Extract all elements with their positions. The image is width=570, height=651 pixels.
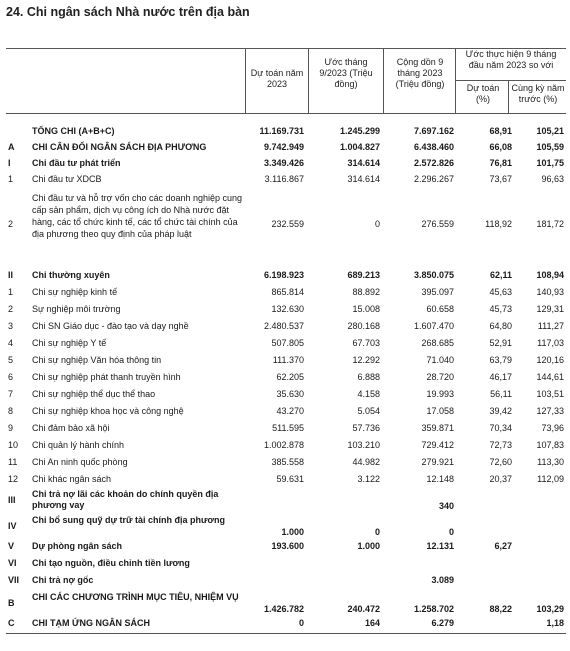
- table-body: [6, 126, 566, 634]
- table-row: [6, 558, 566, 575]
- cell-uoc-thang: 1.000: [357, 541, 380, 551]
- cell-cong-don: 28.720: [426, 372, 454, 382]
- cell-du-toan: 511.595: [272, 423, 304, 433]
- cell-uoc-thang: 88.892: [352, 287, 380, 297]
- table-row: [6, 515, 566, 541]
- header-cong-don: Cộng dồn 9 tháng 2023 (Triệu đồng): [395, 57, 445, 89]
- row-name: Chi trả nợ lãi các khoản do chính quyền địa phương vay: [32, 489, 219, 510]
- cell-du-toan: 1.000: [281, 527, 304, 537]
- cell-du-toan: 59.631: [276, 474, 304, 484]
- cell-uoc-thang: 0: [374, 219, 380, 229]
- cell-pct-cung-ky: 101,75: [536, 158, 564, 168]
- cell-cong-don: 279.921: [421, 457, 454, 467]
- cell-du-toan: 193.600: [271, 541, 304, 551]
- cell-cong-don: 71.040: [426, 355, 454, 365]
- cell-uoc-thang: 280.168: [347, 321, 380, 331]
- cell-uoc-thang: 314.614: [347, 174, 380, 184]
- table-row: [6, 440, 566, 457]
- cell-cong-don: 276.559: [421, 219, 454, 229]
- cell-cong-don: 2.572.826: [413, 158, 454, 168]
- row-name: Chi SN Giáo dục - đào tạo và dạy nghề: [32, 321, 189, 331]
- row-name: Chi khác ngân sách: [32, 474, 112, 484]
- cell-pct-du-toan: 66,08: [489, 142, 512, 152]
- cell-cong-don: 19.993: [426, 389, 454, 399]
- cell-pct-cung-ky: 73,96: [541, 423, 564, 433]
- cell-du-toan: 62.205: [276, 372, 304, 382]
- row-name: Chi đầu tư và hỗ trợ vốn cho các doanh nghiệp cung cấp sản phẩm, dịch vụ công ích do Nhà nước đặt hàng, các tổ chức kinh tế, các tổ chức tài chính của địa phương theo quy định của pháp luật: [32, 193, 243, 239]
- cell-pct-du-toan: 52,91: [489, 338, 512, 348]
- cell-uoc-thang: 15.008: [352, 304, 380, 314]
- cell-pct-du-toan: 20,37: [489, 474, 512, 484]
- cell-pct-du-toan: 73,67: [489, 174, 512, 184]
- cell-cong-don: 60.658: [426, 304, 454, 314]
- cell-pct-cung-ky: 108,94: [536, 270, 564, 280]
- cell-pct-du-toan: 46,17: [489, 372, 512, 382]
- table-row: [6, 158, 566, 174]
- cell-pct-cung-ky: 105,21: [536, 126, 564, 136]
- table-row: [6, 541, 566, 558]
- row-name: Chi quản lý hành chính: [32, 440, 125, 450]
- cell-pct-cung-ky: 112,09: [537, 474, 564, 484]
- cell-pct-cung-ky: 96,63: [541, 174, 564, 184]
- cell-pct-cung-ky: 1,18: [546, 618, 564, 628]
- header-divider: [383, 48, 384, 113]
- cell-uoc-thang: 12.292: [352, 355, 380, 365]
- cell-du-toan: 9.742.949: [263, 142, 304, 152]
- cell-cong-don: 3.850.075: [413, 270, 454, 280]
- cell-pct-cung-ky: 111,27: [537, 321, 564, 331]
- header-divider: [508, 80, 509, 113]
- table-row: [6, 270, 566, 287]
- row-name: Chi tạo nguồn, điều chỉnh tiền lương: [32, 558, 190, 568]
- cell-du-toan: 1.426.782: [263, 604, 304, 614]
- row-number: 5: [8, 355, 14, 365]
- cell-pct-du-toan: 64,80: [489, 321, 512, 331]
- row-number: IV: [8, 521, 17, 531]
- cell-pct-du-toan: 70,34: [489, 423, 512, 433]
- row-name: Chi sự nghiệp phát thanh truyền hình: [32, 372, 181, 382]
- cell-du-toan: 507.805: [271, 338, 304, 348]
- row-number: 12: [8, 474, 19, 484]
- table-row: [6, 372, 566, 389]
- cell-pct-cung-ky: 181,72: [536, 219, 564, 229]
- header-cung-ky-pct: Cùng kỳ năm trước (%): [511, 83, 565, 104]
- cell-pct-du-toan: 45,63: [489, 287, 512, 297]
- table-row: [6, 142, 566, 158]
- row-name: Chi trả nợ gốc: [32, 575, 94, 585]
- cell-pct-cung-ky: 107,83: [536, 440, 564, 450]
- cell-uoc-thang: 1.245.299: [339, 126, 380, 136]
- cell-pct-cung-ky: 140,93: [536, 287, 564, 297]
- cell-du-toan: 132.630: [271, 304, 304, 314]
- row-number: 2: [8, 219, 14, 229]
- row-number: 4: [8, 338, 14, 348]
- header-divider: [308, 48, 309, 113]
- row-name: Chi thường xuyên: [32, 270, 110, 280]
- row-name: Chi đảm bảo xã hội: [32, 423, 110, 433]
- cell-du-toan: 35.630: [276, 389, 304, 399]
- cell-pct-cung-ky: 103,51: [536, 389, 564, 399]
- row-name: CHI CÂN ĐỐI NGÂN SÁCH ĐỊA PHƯƠNG: [32, 142, 207, 152]
- row-number: V: [8, 541, 15, 551]
- header-uoc-thang: Ước tháng 9/2023 (Triệu đồng): [319, 57, 373, 89]
- row-number: 11: [8, 457, 18, 467]
- row-number: 6: [8, 372, 14, 382]
- cell-pct-du-toan: 45,73: [489, 304, 512, 314]
- row-number: 10: [8, 440, 19, 450]
- cell-uoc-thang: 67.703: [352, 338, 380, 348]
- cell-pct-du-toan: 72,60: [489, 457, 512, 467]
- table-row: [6, 406, 566, 423]
- cell-du-toan: 232.559: [271, 219, 304, 229]
- row-number: A: [8, 142, 15, 152]
- cell-du-toan: 6.198.923: [263, 270, 304, 280]
- table-row: [6, 338, 566, 355]
- cell-pct-du-toan: 39,42: [489, 406, 512, 416]
- cell-uoc-thang: 44.982: [352, 457, 380, 467]
- row-number: 1: [8, 287, 14, 297]
- row-name: Sự nghiệp môi trường: [32, 304, 121, 314]
- cell-uoc-thang: 4.158: [357, 389, 380, 399]
- cell-du-toan: 2.480.537: [263, 321, 304, 331]
- row-name: Chi bổ sung quỹ dự trữ tài chính địa phương: [32, 515, 225, 525]
- cell-pct-du-toan: 62,11: [489, 270, 512, 280]
- cell-uoc-thang: 3.122: [357, 474, 380, 484]
- cell-uoc-thang: 1.004.827: [339, 142, 380, 152]
- cell-du-toan: 3.349.426: [263, 158, 304, 168]
- cell-pct-du-toan: 76,81: [489, 158, 512, 168]
- row-name: CHI TẠM ỨNG NGÂN SÁCH: [32, 618, 150, 628]
- table-row: [6, 592, 566, 618]
- cell-cong-don: 340: [438, 501, 454, 511]
- cell-uoc-thang: 103.210: [347, 440, 380, 450]
- cell-du-toan: 11.169.731: [259, 126, 304, 136]
- row-name: Chi sự nghiệp kinh tế: [32, 287, 118, 297]
- table-row: [6, 304, 566, 321]
- header-bottom-rule: [6, 113, 566, 114]
- cell-uoc-thang: 164: [364, 618, 380, 628]
- cell-cong-don: 1.607.470: [413, 321, 454, 331]
- row-number: III: [8, 495, 16, 505]
- cell-pct-cung-ky: 120,16: [536, 355, 564, 365]
- cell-pct-cung-ky: 103,29: [536, 604, 564, 614]
- cell-cong-don: 6.438.460: [413, 142, 454, 152]
- cell-cong-don: 12.131: [426, 541, 454, 551]
- row-name: Chi sự nghiệp Văn hóa thông tin: [32, 355, 162, 365]
- header-group-rule: [455, 80, 566, 81]
- row-number: C: [8, 618, 15, 628]
- cell-pct-du-toan: 56,11: [490, 389, 512, 399]
- cell-uoc-thang: 6.888: [357, 372, 380, 382]
- table-row: [6, 321, 566, 338]
- table-row: [6, 355, 566, 372]
- header-du-toan-pct: Dự toán (%): [466, 83, 500, 104]
- table-row: [6, 423, 566, 440]
- header-divider: [245, 48, 246, 113]
- cell-uoc-thang: 5.054: [357, 406, 380, 416]
- cell-pct-cung-ky: 127,33: [536, 406, 564, 416]
- row-name: Chi An ninh quốc phòng: [32, 457, 128, 467]
- cell-uoc-thang: 57.736: [352, 423, 380, 433]
- cell-pct-cung-ky: 129,31: [536, 304, 564, 314]
- row-number: 2: [8, 304, 14, 314]
- cell-uoc-thang: 689.213: [347, 270, 380, 280]
- row-number: 7: [8, 389, 14, 399]
- cell-cong-don: 3.089: [431, 575, 454, 585]
- row-number: VII: [8, 575, 20, 585]
- cell-uoc-thang: 240.472: [347, 604, 380, 614]
- table-row: [6, 126, 566, 142]
- cell-pct-du-toan: 118,92: [485, 219, 512, 229]
- table-row: [6, 287, 566, 304]
- cell-cong-don: 17.058: [426, 406, 454, 416]
- row-name: Chi đầu tư phát triển: [32, 158, 121, 168]
- row-name: Chi đầu tư XDCB: [32, 174, 102, 184]
- row-number: B: [8, 598, 15, 608]
- cell-cong-don: 729.412: [421, 440, 454, 450]
- cell-pct-du-toan: 88,22: [489, 604, 512, 614]
- cell-du-toan: 385.558: [271, 457, 304, 467]
- row-number: 3: [8, 321, 14, 331]
- cell-cong-don: 12.148: [426, 474, 454, 484]
- cell-du-toan: 43.270: [276, 406, 304, 416]
- header-du-toan: Dự toán năm 2023: [250, 68, 304, 89]
- row-number: II: [8, 270, 14, 280]
- row-name: TỔNG CHI (A+B+C): [32, 126, 115, 136]
- table-row: [6, 457, 566, 474]
- cell-cong-don: 0: [448, 527, 454, 537]
- cell-uoc-thang: 0: [374, 527, 380, 537]
- cell-cong-don: 7.697.162: [413, 126, 454, 136]
- table-row: [6, 575, 566, 592]
- table-row: [6, 192, 566, 270]
- cell-du-toan: 111.370: [272, 355, 304, 365]
- table-row: [6, 618, 566, 634]
- table-row: [6, 174, 566, 192]
- cell-cong-don: 268.685: [421, 338, 454, 348]
- cell-cong-don: 359.871: [421, 423, 454, 433]
- cell-cong-don: 2.296.267: [413, 174, 454, 184]
- header-group: Ước thực hiện 9 tháng đầu năm 2023 so với: [465, 49, 557, 70]
- cell-pct-cung-ky: 105,59: [536, 142, 564, 152]
- row-number: 9: [8, 423, 14, 433]
- row-name: Chi sự nghiệp thể dục thể thao: [32, 389, 156, 399]
- cell-pct-du-toan: 72,73: [489, 440, 512, 450]
- cell-pct-du-toan: 6,27: [494, 541, 512, 551]
- cell-pct-du-toan: 63,79: [489, 355, 512, 365]
- row-name: Dự phòng ngân sách: [32, 541, 123, 551]
- table-row: [6, 489, 566, 515]
- cell-du-toan: 0: [298, 618, 304, 628]
- row-name: Chi sự nghiệp Y tế: [32, 338, 107, 348]
- row-number: VI: [8, 558, 17, 568]
- cell-cong-don: 6.279: [431, 618, 454, 628]
- cell-pct-cung-ky: 113,30: [537, 457, 564, 467]
- table-title: 24. Chi ngân sách Nhà nước trên địa bàn: [6, 5, 250, 19]
- cell-du-toan: 1.002.878: [263, 440, 304, 450]
- row-number: 8: [8, 406, 14, 416]
- cell-pct-cung-ky: 117,03: [537, 338, 564, 348]
- cell-pct-du-toan: 68,91: [489, 126, 512, 136]
- table-row: [6, 389, 566, 406]
- cell-cong-don: 395.097: [421, 287, 454, 297]
- row-number: 1: [8, 174, 14, 184]
- row-name: CHI CÁC CHƯƠNG TRÌNH MỤC TIÊU, NHIỆM VỤ: [32, 592, 239, 602]
- row-number: I: [8, 158, 11, 168]
- cell-du-toan: 865.814: [271, 287, 304, 297]
- row-name: Chi sự nghiệp khoa học và công nghệ: [32, 406, 184, 416]
- cell-du-toan: 3.116.867: [264, 174, 304, 184]
- cell-uoc-thang: 314.614: [347, 158, 380, 168]
- cell-cong-don: 1.258.702: [413, 604, 454, 614]
- table-row: [6, 474, 566, 489]
- cell-pct-cung-ky: 144,61: [536, 372, 564, 382]
